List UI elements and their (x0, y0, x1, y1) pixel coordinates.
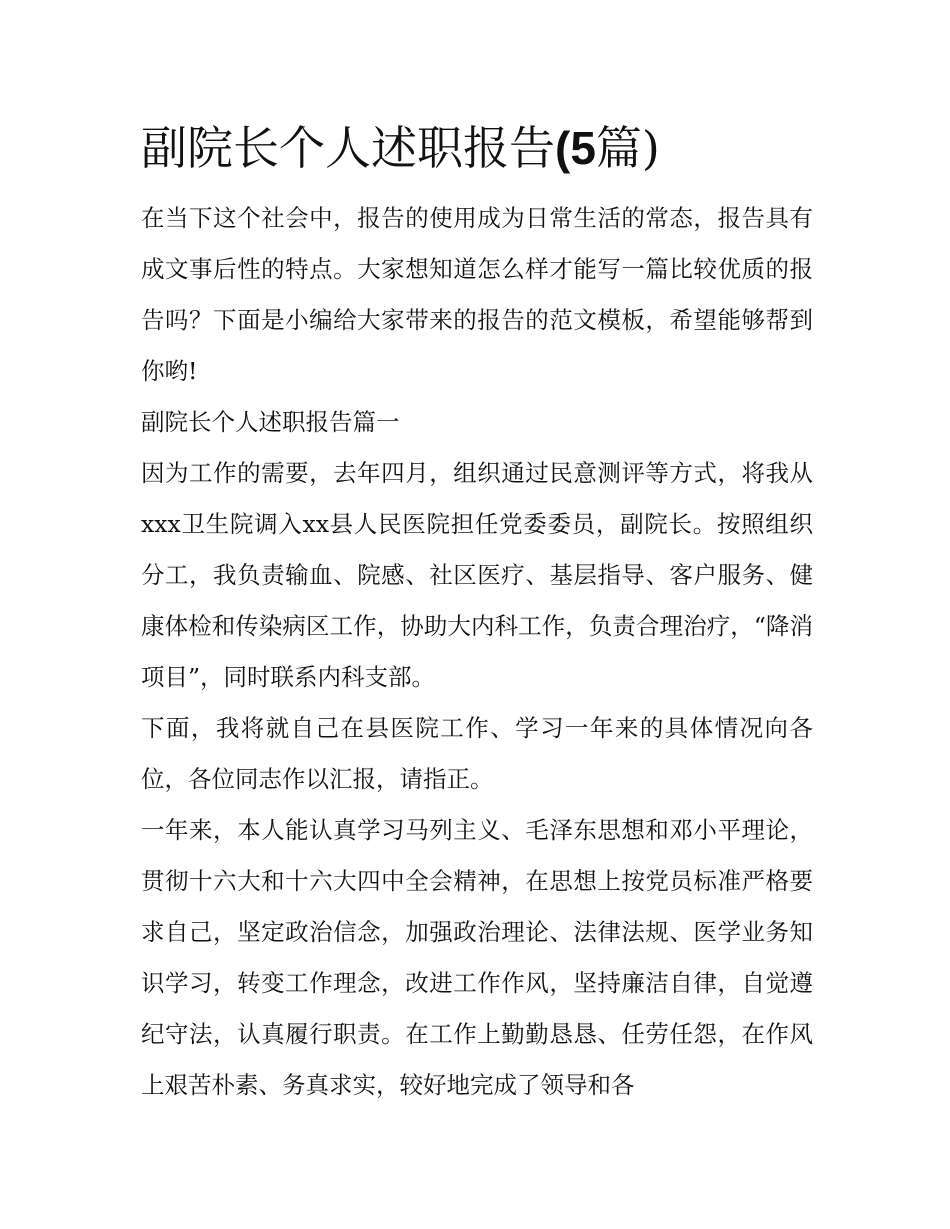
body-paragraph-2: 下面，我将就自己在县医院工作、学习一年来的具体情况向各位，各位同志作以汇报，请指正。 (141, 714, 813, 793)
document-body (141, 117, 813, 1111)
document-title (141, 117, 813, 179)
intro-paragraph: 在当下这个社会中，报告的使用成为日常生活的常态，报告具有成文事后性的特点。大家想知道怎么样才能写一篇比较优质的报告吗？下面是小编给大家带来的报告的范文模板，希望能够帮到你哟! (141, 204, 813, 385)
body-paragraph-1: 因为工作的需要，去年四月，组织通过民意测评等方式，将我从xxx卫生院调入xx县人民医院担任党委委员，副院长。按照组织分工，我负责输血、院感、社区医疗、基层指导、客户服务、健康体检和传染病区工作，协助大内科工作，负责合理治疗，“降消项目”，同时联系内科支部。 (141, 459, 813, 691)
title-count: (5 (555, 122, 596, 174)
section-heading: 副院长个人述职报告篇一 (141, 408, 400, 436)
title-text: 副院长个人述职报告 (141, 121, 555, 175)
title-unit: 篇) (595, 121, 660, 175)
body-paragraph-3: 一年来，本人能认真学习马列主义、毛泽东思想和邓小平理论，贯彻十六大和十六大四中全会精神，在思想上按党员标准严格要求自己，坚定政治信念，加强政治理论、法律法规、医学业务知识学习，转变工作理念，改进工作作风，坚持廉洁自律，自觉遵纪守法，认真履行职责。在工作上勤勤恳恳、任劳任怨，在作风上艰苦朴素、务真求实，较好地完成了领导和各 (141, 816, 813, 1099)
